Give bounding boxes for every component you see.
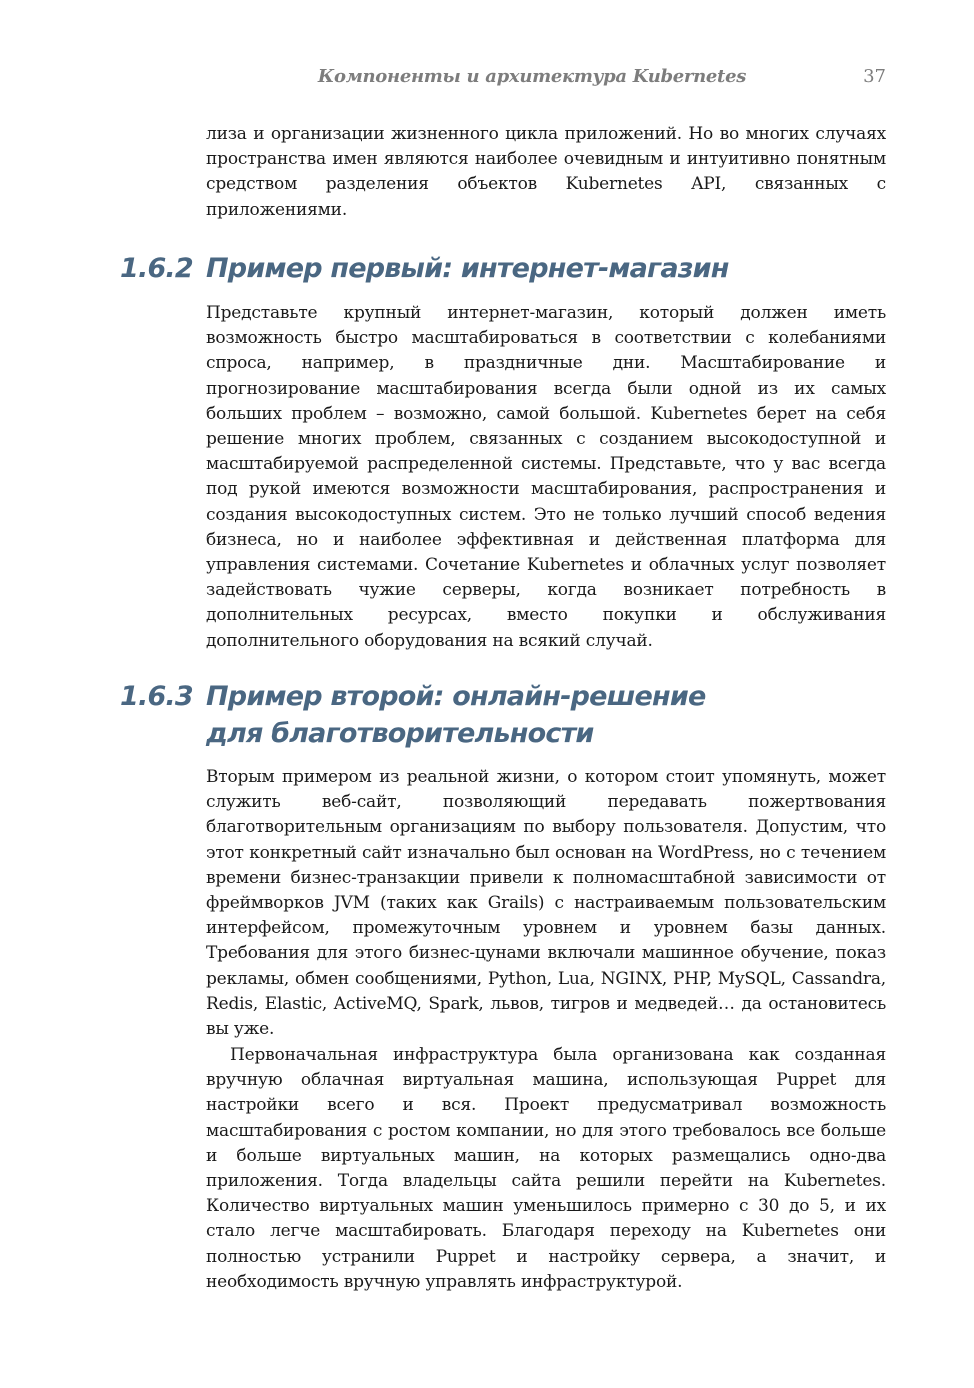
section-number: 1.6.2 bbox=[120, 253, 193, 284]
intro-paragraph: лиза и организации жизненного цикла приложений. Но во многих случаях пространства имен являются наиболее очевидным и интуитивно понятным средством разделения объектов Kubernetes API, связанных с приложениями. bbox=[206, 124, 886, 220]
section-title: Пример второй: онлайн-решение для благотворительности bbox=[206, 681, 706, 749]
section-1-paragraph: Представьте крупный интернет-магазин, который должен иметь возможность быстро масштабироваться в соответствии с колебаниями спроса, например, в праздничные дни. Масштабирование и прогнозирование масштабирования всегда были одной из их самых больших проблем – возможно, самой большой. Kubernetes берет на себя решение многих проблем, связанных с созданием высокодоступной и масштабируемой распределенной системы. Представьте, что у вас всегда под рукой имеются возможности масштабирования, распространения и создания высокодоступных систем. Это не только лучший способ ведения бизнеса, но и наиболее эффективная и действенная платформа для управления системами. Сочетание Kubernetes и облачных услуг позволяет задействовать чужие серверы, когда возникает потребность в дополнительных ресурсах, вместо покупки и обслуживания дополнительного оборудования на всякий случай. bbox=[206, 303, 886, 651]
section-2-paragraph-2: Первоначальная инфраструктура была организована как созданная вручную облачная виртуальная машина, использующая Puppet для настройки всего и вся. Проект предусматривал возможность масштабирования с ростом компании, но для этого требовалось все больше и больше виртуальных машин, на которых размещались одно-два приложения. Тогда владельцы сайта решили перейти на Kubernetes. Количество виртуальных машин уменьшилось примерно с 30 до 5, и их стало легче масштабировать. Благодаря переходу на Kubernetes они полностью устранили Puppet и настройку сервера, а значит, и необходимость вручную управлять инфраструктурой. bbox=[206, 1045, 886, 1292]
section-2-paragraph-1: Вторым примером из реальной жизни, о котором стоит упомянуть, может служить веб-сайт, позволяющий передавать пожертвования благотворительным организациям по выбору пользователя. Допустим, что этот конкретный сайт изначально был основан на WordPress, но с течением времени бизнес-транзакции привели к полномасштабной зависимости от фреймворков JVM (таких как Grails) с настраиваемым пользовательским интерфейсом, промежуточным уровнем и уровнем базы данных. Требования для этого бизнес-цунами включали машинное обучение, показ рекламы, обмен сообщениями, Python, Lua, NGINX, PHP, MySQL, Cassandra, Redis, Elastic, ActiveMQ, Spark, львов, тигров и медведей… да остановитесь вы уже. bbox=[206, 767, 886, 1040]
section-number: 1.6.3 bbox=[120, 681, 193, 712]
page-number: 37 bbox=[863, 66, 886, 87]
running-header bbox=[206, 66, 886, 94]
running-title: Компоненты и архитектура Kubernetes bbox=[317, 66, 747, 87]
section-title: Пример первый: интернет-магазин bbox=[206, 253, 729, 284]
